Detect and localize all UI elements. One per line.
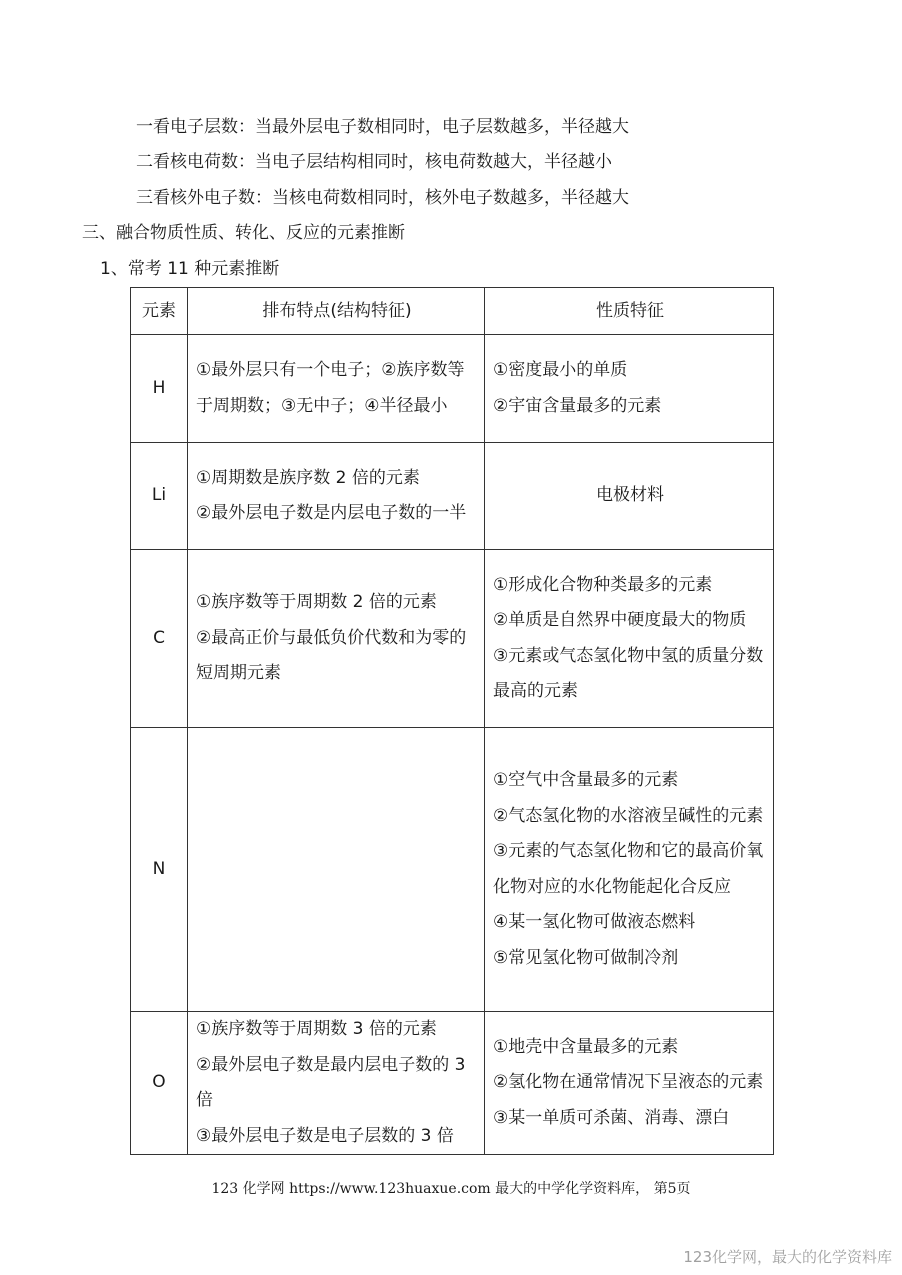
properties-cell (485, 728, 774, 1012)
element-symbol: C (131, 550, 188, 728)
watermark: 123化学网，最大的化学资料库 (683, 1248, 892, 1266)
section-title: 三、融合物质性质、转化、反应的元素推断 (82, 223, 405, 243)
properties-cell (485, 335, 774, 443)
property-item: ①空气中含量最多的元素 (493, 770, 679, 790)
structure-item: ②最高正价与最低负价代数和为零的短周期元素 (196, 627, 467, 684)
property-item: 电极材料 (596, 485, 664, 506)
element-table (130, 287, 774, 1155)
properties-cell (485, 550, 774, 728)
element-symbol: N (131, 728, 188, 1012)
structure-cell (188, 443, 485, 550)
property-item: ①地壳中含量最多的元素 (493, 1036, 679, 1057)
structure-cell (188, 550, 485, 728)
property-item: ②氢化物在通常情况下呈液态的元素 (493, 1072, 764, 1093)
element-symbol: Li (131, 443, 188, 550)
element-symbol: O (131, 1012, 188, 1155)
structure-cell (188, 728, 485, 1012)
intro-line-3: 三看核外电子数：当核电荷数相同时，核外电子数越多，半径越大 (136, 188, 629, 208)
table-row (131, 1012, 774, 1155)
page-footer: 123 化学网 https://www.123huaxue.com 最大的中学化学资料库， 第5页 (211, 1181, 691, 1197)
property-item: ②气态氢化物的水溶液呈碱性的元素 (493, 805, 764, 826)
header-structure: 排布特点(结构特征) (188, 288, 485, 335)
structure-item: ①族序数等于周期数 2 倍的元素 (196, 592, 437, 613)
structure-item: ①最外层只有一个电子；②族序数等于周期数；③无中子；④半径最小 (196, 360, 465, 416)
property-item: ①形成化合物种类最多的元素 (493, 574, 713, 595)
subsection-title: 1、常考 11 种元素推断 (100, 259, 280, 279)
intro-line-1: 一看电子层数：当最外层电子数相同时，电子层数越多，半径越大 (136, 117, 629, 137)
property-item: ⑤常见氢化物可做制冷剂 (493, 947, 679, 968)
table-row (131, 443, 774, 550)
table-row (131, 728, 774, 1012)
structure-item: ②最外层电子数是内层电子数的一半 (196, 503, 467, 523)
property-item: ①密度最小的单质 (493, 360, 628, 380)
header-element: 元素 (131, 288, 188, 335)
property-item: ②宇宙含量最多的元素 (493, 395, 662, 416)
structure-cell (188, 1012, 485, 1155)
structure-item: ①周期数是族序数 2 倍的元素 (196, 467, 420, 488)
structure-item: ①族序数等于周期数 3 倍的元素 (196, 1019, 437, 1039)
property-item: ③元素的气态氢化物和它的最高价氧化物对应的水化物能起化合反应 (493, 841, 764, 897)
structure-item: ③最外层电子数是电子层数的 3 倍 (196, 1125, 454, 1146)
table-header-row (131, 288, 774, 335)
intro-line-2: 二看核电荷数：当电子层结构相同时，核电荷数越大，半径越小 (136, 152, 612, 172)
property-item: ④某一氢化物可做液态燃料 (493, 912, 696, 932)
property-item: ②单质是自然界中硬度最大的物质 (493, 610, 747, 630)
property-item: ③元素或气态氢化物中氢的质量分数最高的元素 (493, 645, 764, 701)
properties-cell (485, 1012, 774, 1155)
header-properties: 性质特征 (485, 288, 774, 335)
table-row (131, 335, 774, 443)
property-item: ③某一单质可杀菌、消毒、漂白 (493, 1107, 730, 1128)
element-symbol: H (131, 335, 188, 443)
properties-cell (485, 443, 774, 550)
table-row (131, 550, 774, 728)
structure-cell (188, 335, 485, 443)
structure-item: ②最外层电子数是最内层电子数的 3 倍 (196, 1054, 466, 1110)
